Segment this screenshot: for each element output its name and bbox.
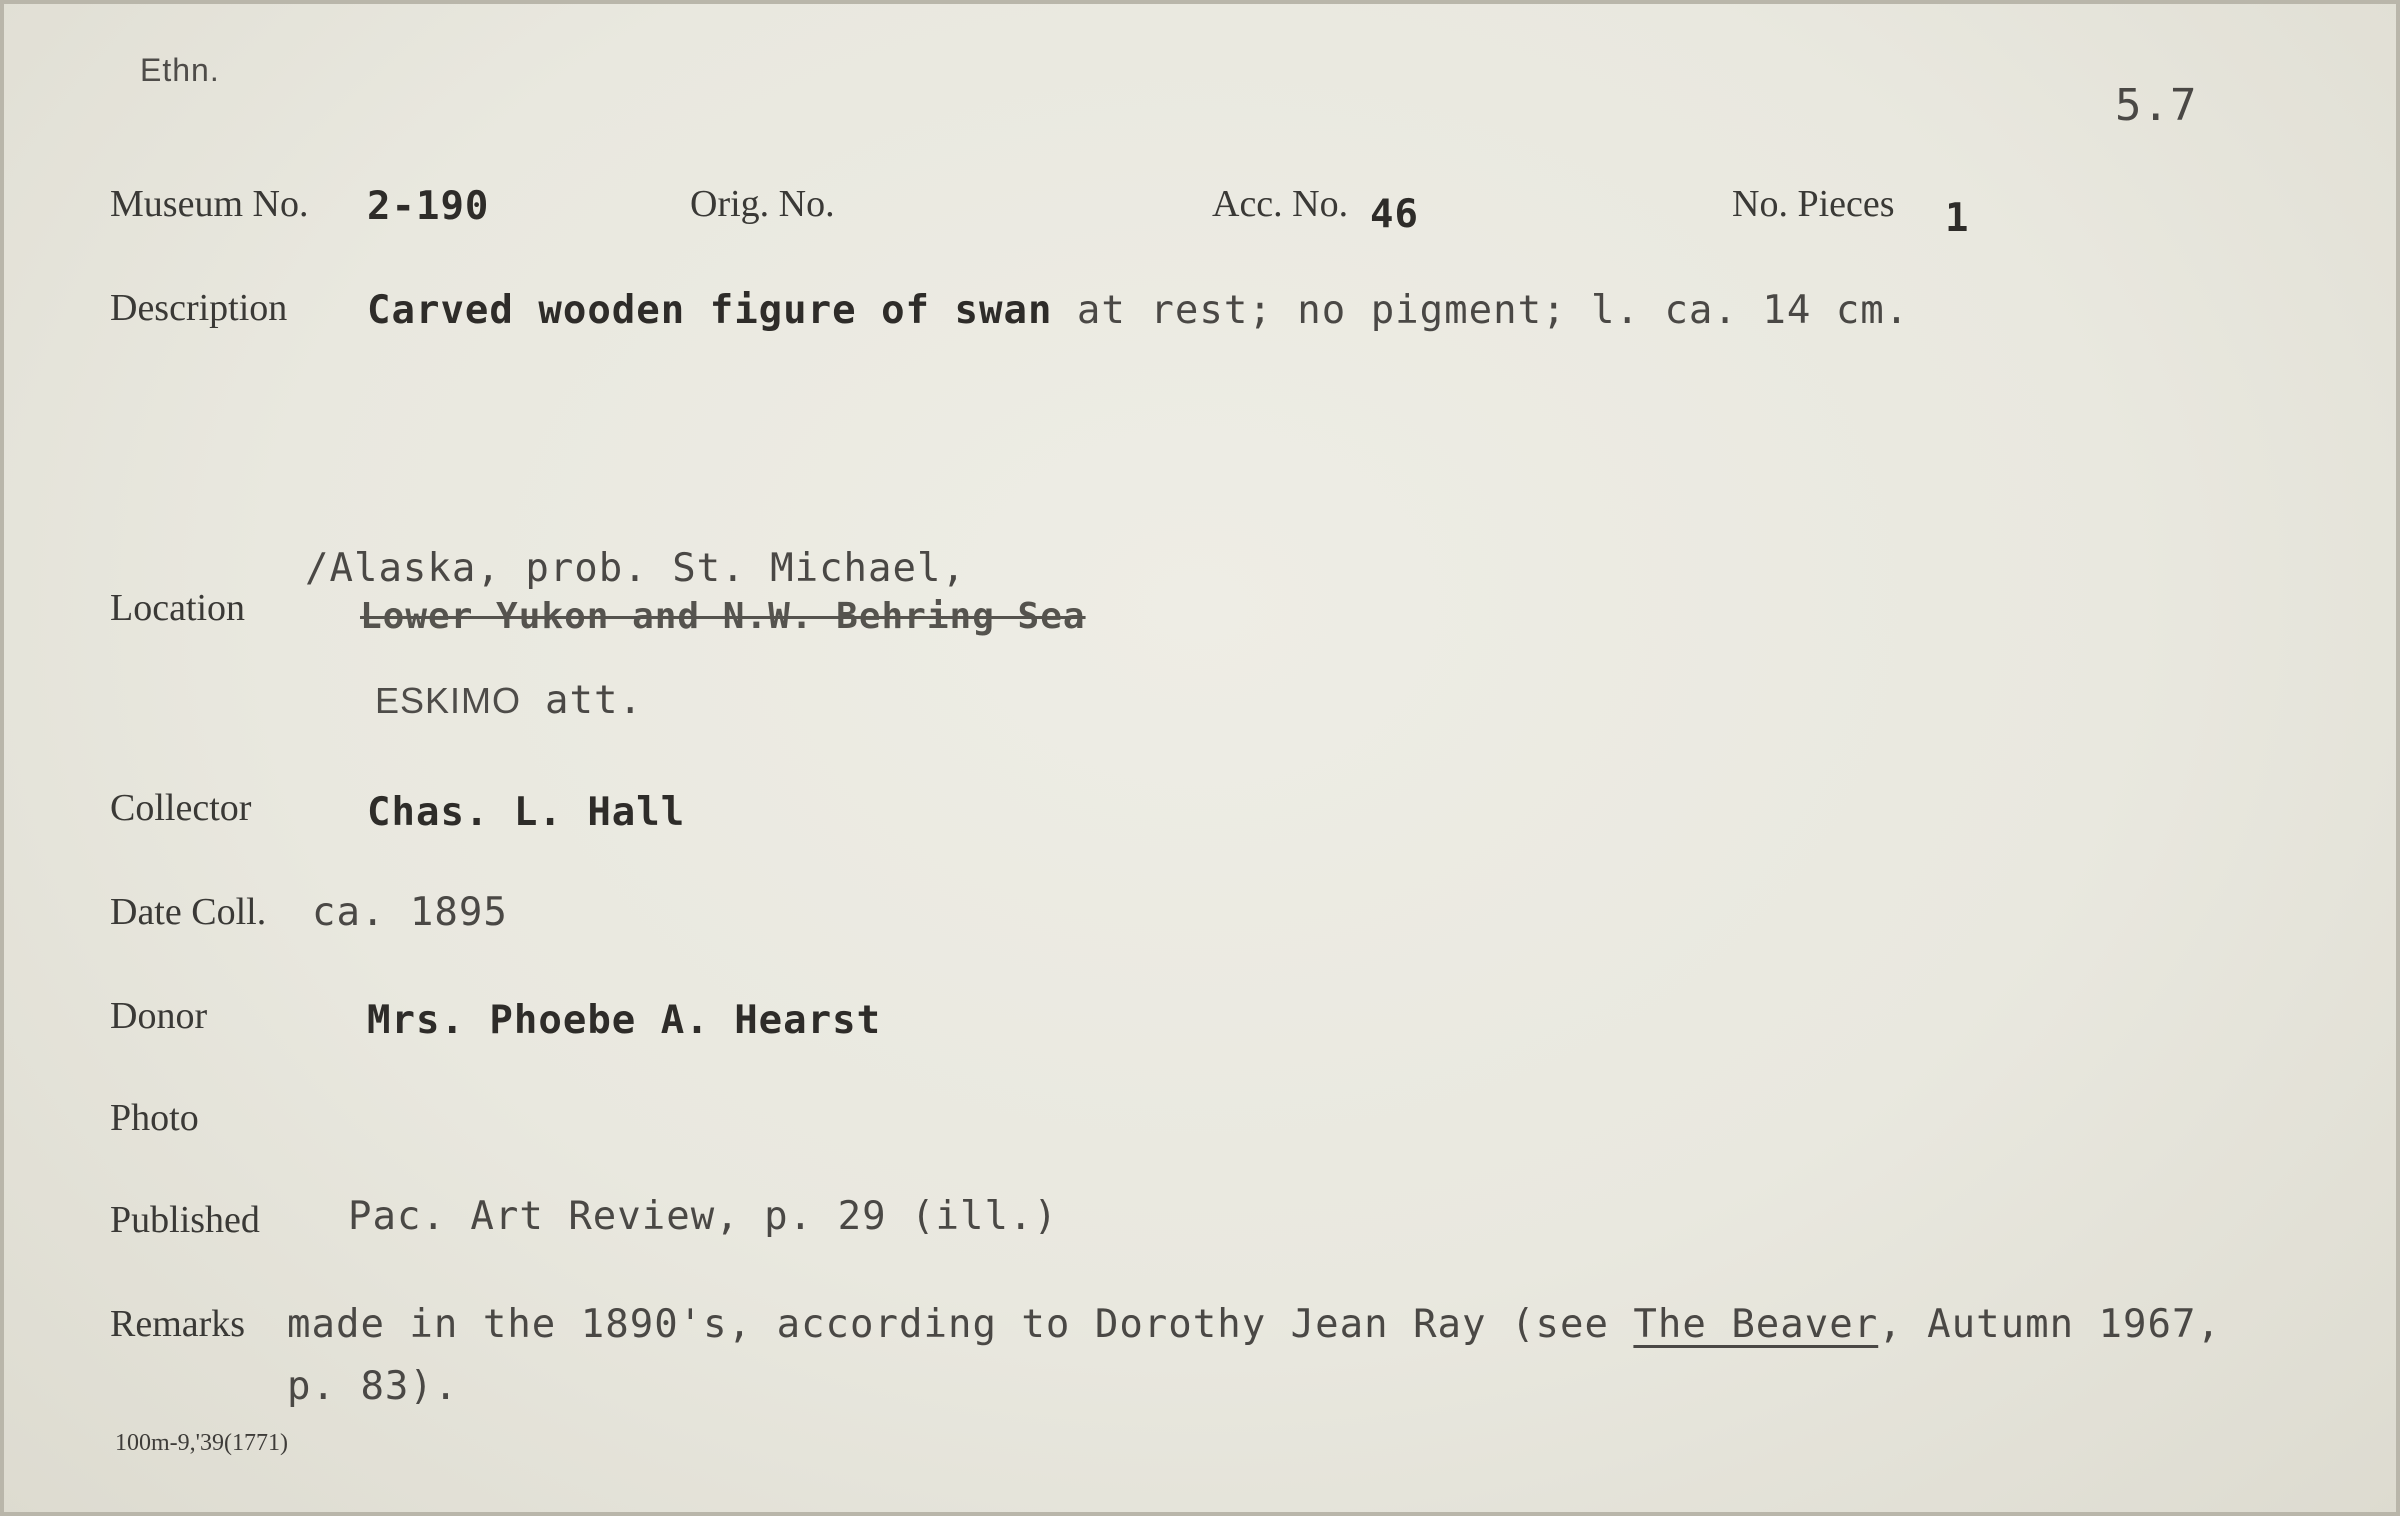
acc-no-value: 46	[1370, 192, 1419, 237]
donor-value: Mrs. Phoebe A. Hearst	[367, 998, 882, 1043]
published-label: Published	[110, 1199, 260, 1241]
collector-value: Chas. L. Hall	[367, 790, 686, 835]
collector-label: Collector	[110, 787, 252, 829]
culture-note: att.	[545, 678, 643, 723]
orig-no-label: Orig. No.	[690, 183, 835, 225]
remarks-line-2: p. 83).	[287, 1364, 459, 1409]
catalog-number: 5.7	[2115, 80, 2198, 131]
description-rest-text: at rest; no pigment; l. ca. 14 cm.	[1052, 288, 1910, 333]
museum-no-value: 2-190	[367, 184, 490, 229]
donor-label: Donor	[110, 995, 208, 1037]
remarks-publication-title: The Beaver	[1633, 1302, 1879, 1347]
remarks-text-a: made in the 1890's, according to Dorothy Jean Ray (see	[287, 1302, 1634, 1347]
location-struck-text: Lower Yukon and N.W. Behring Sea	[360, 596, 1086, 637]
no-pieces-label: No. Pieces	[1732, 183, 1895, 225]
description-label: Description	[110, 287, 288, 329]
culture-stamp: ESKIMO	[375, 680, 522, 721]
remarks-line-1	[287, 1302, 2221, 1347]
description-value	[367, 288, 1909, 333]
description-bold-text: Carved wooden figure of swan	[367, 288, 1053, 333]
photo-label: Photo	[110, 1097, 199, 1139]
location-label: Location	[110, 587, 246, 629]
culture-line	[375, 678, 643, 723]
form-code: 100m-9,'39(1771)	[115, 1430, 288, 1456]
no-pieces-value: 1	[1945, 196, 1970, 241]
acc-no-label: Acc. No.	[1212, 183, 1349, 225]
remarks-text-b: , Autumn 1967,	[1878, 1302, 2221, 1347]
location-line-1: /Alaska, prob. St. Michael,	[305, 546, 966, 591]
date-coll-label: Date Coll.	[110, 891, 267, 933]
corner-mark: Ethn.	[140, 52, 220, 88]
remarks-label: Remarks	[110, 1303, 246, 1345]
museum-no-label: Museum No.	[110, 183, 309, 225]
date-coll-value: ca. 1895	[312, 890, 508, 935]
published-value: Pac. Art Review, p. 29 (ill.)	[348, 1194, 1058, 1239]
